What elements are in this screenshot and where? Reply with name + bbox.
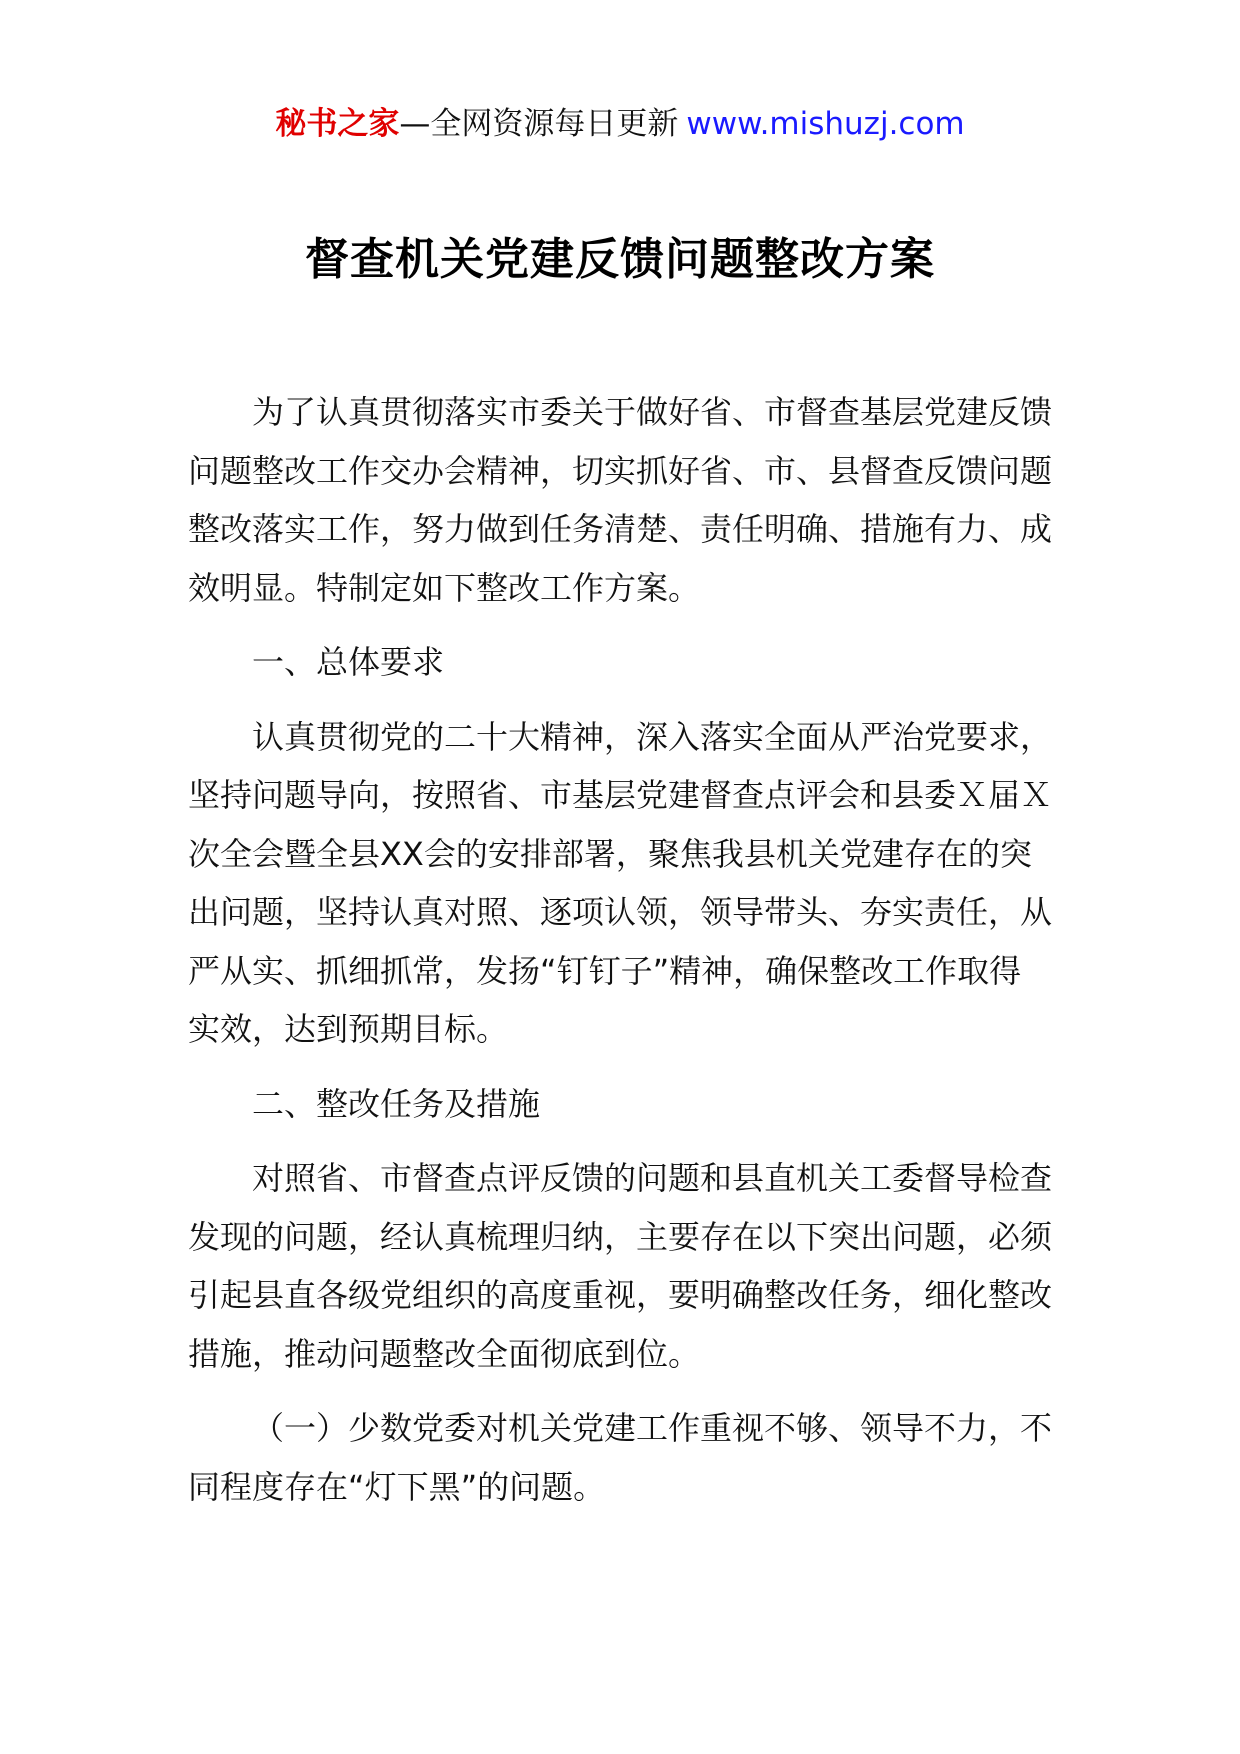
section-heading-general-requirements: 一、总体要求 bbox=[252, 643, 445, 681]
tasks-and-measures-paragraph: 对照省、市督查点评反馈的问题和县直机关工委督导检查发现的问题，经认真梳理归纳，主要存在以下突出问题，必须引起县直各级党组织的高度重视，要明确整改任务，细化整改措施，推动问题整改全面彻底到位。 bbox=[188, 1159, 1053, 1373]
general-requirements-paragraph: 认真贯彻党的二十大精神，深入落实全面从严治党要求，坚持问题导向，按照省、市基层党建督查点评会和县委Ｘ届Ｘ次全会暨全县XX会的安排部署，聚焦我县机关党建存在的突出问题，坚持认真对照、逐项认领，领导带头、夯实责任，从严从实、抓细抓常，发扬“钉钉子”精神，确保整改工作取得实效，达到预期目标。 bbox=[188, 717, 1053, 1048]
site-header bbox=[0, 104, 1240, 144]
intro-paragraph: 为了认真贯彻落实市委关于做好省、市督查基层党建反馈问题整改工作交办会精神，切实抓好省、市、县督查反馈问题整改落实工作，努力做到任务清楚、责任明确、措施有力、成效明显。特制定如下整改工作方案。 bbox=[188, 393, 1053, 607]
site-url-link[interactable]: www.mishuzj.com bbox=[686, 106, 965, 142]
section-heading-tasks-and-measures: 二、整改任务及措施 bbox=[252, 1084, 541, 1123]
site-brand: 秘书之家 bbox=[275, 106, 400, 142]
site-tagline: —全网资源每日更新 bbox=[399, 106, 679, 142]
document-body bbox=[188, 383, 1053, 1532]
document-title: 督查机关党建反馈问题整改方案 bbox=[305, 234, 935, 285]
subsection-paragraph-1: （一）少数党委对机关党建工作重视不够、领导不力，不同程度存在“灯下黑”的问题。 bbox=[188, 1409, 1053, 1506]
